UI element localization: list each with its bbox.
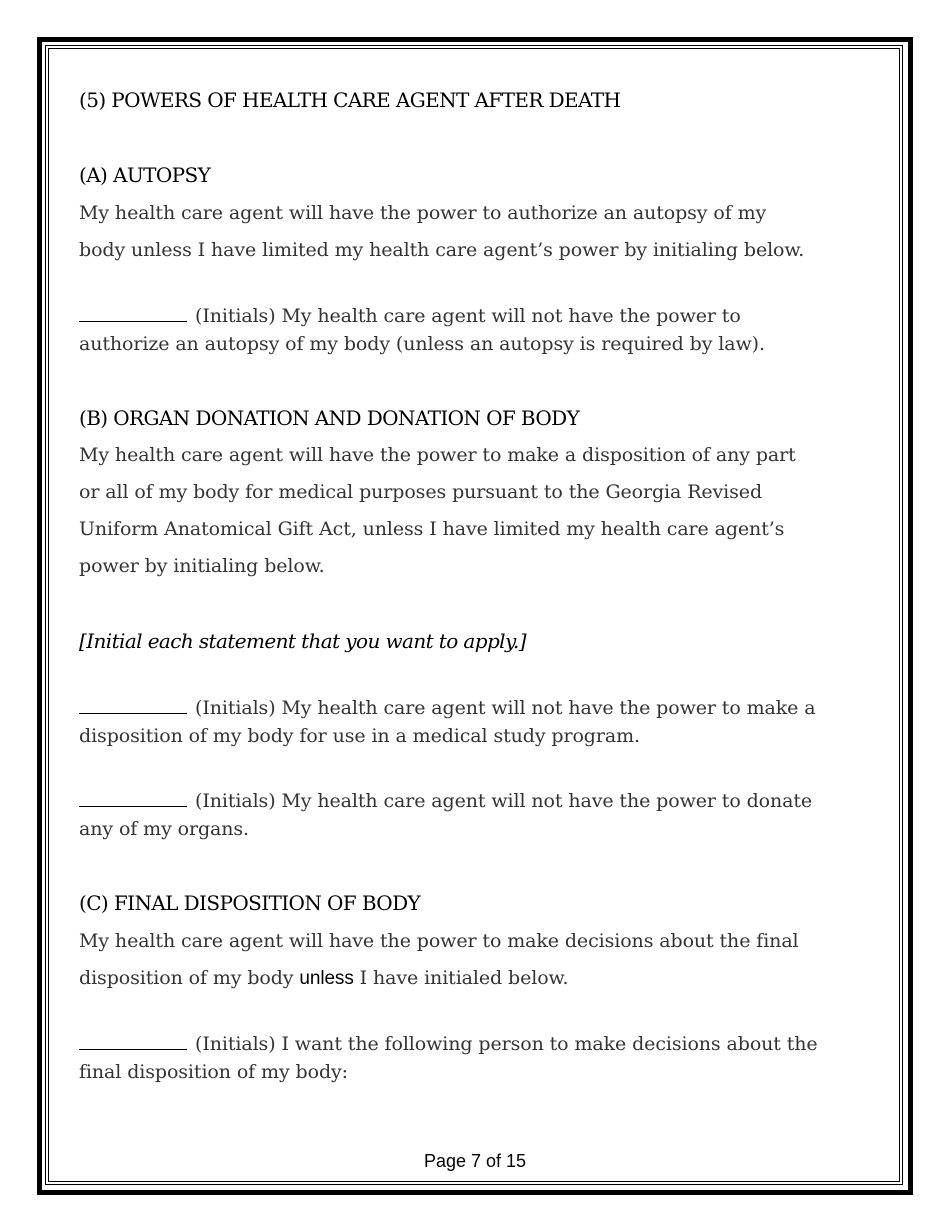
organ-option-2-initials-blank[interactable] (79, 788, 187, 807)
organ-option-1 (79, 694, 874, 750)
final-initial-option (79, 1030, 874, 1086)
organ-option-2 (79, 787, 874, 843)
autopsy-body (79, 195, 874, 269)
organ-body-line-4: power by initialing below. (79, 555, 325, 577)
organ-heading: (B) ORGAN DONATION AND DONATION OF BODY (79, 406, 580, 430)
final-body-line-1: My health care agent will have the power to make decisions about the final (79, 930, 799, 952)
organ-body-line-1: My health care agent will have the power to make a disposition of any part (79, 444, 796, 466)
autopsy-initial-option (79, 302, 874, 358)
organ-option-1-line-1: (Initials) My health care agent will not have the power to make a (195, 697, 816, 719)
autopsy-initial-line-2: authorize an autopsy of my body (unless an autopsy is required by law). (79, 333, 765, 355)
autopsy-body-line-2: body unless I have limited my health care agent’s power by initialing below. (79, 239, 805, 261)
autopsy-initials-blank[interactable] (79, 303, 187, 322)
autopsy-initial-line-1: (Initials) My health care agent will not have the power to (195, 305, 741, 327)
autopsy-heading: (A) AUTOPSY (79, 163, 211, 187)
final-initials-blank[interactable] (79, 1031, 187, 1050)
final-body-line-2-pre: disposition of my body (79, 967, 300, 989)
page-number: Page 7 of 15 (423, 1151, 527, 1171)
final-body-unless: unless (299, 968, 354, 989)
organ-body (79, 437, 874, 585)
organ-option-1-initials-blank[interactable] (79, 695, 187, 714)
initial-instruction: [Initial each statement that you want to apply.] (79, 629, 526, 653)
organ-option-2-line-1: (Initials) My health care agent will not have the power to donate (195, 790, 813, 812)
organ-option-1-line-2: disposition of my body for use in a medical study program. (79, 725, 640, 747)
autopsy-body-line-1: My health care agent will have the power to authorize an autopsy of my (79, 202, 767, 224)
final-disposition-heading: (C) FINAL DISPOSITION OF BODY (79, 891, 421, 915)
organ-option-2-line-2: any of my organs. (79, 818, 249, 840)
final-initial-line-2: final disposition of my body: (79, 1061, 348, 1083)
organ-body-line-3: Uniform Anatomical Gift Act, unless I have limited my health care agent’s (79, 518, 785, 540)
final-initial-line-1: (Initials) I want the following person to make decisions about the (195, 1033, 818, 1055)
organ-body-line-2: or all of my body for medical purposes pursuant to the Georgia Revised (79, 481, 763, 503)
final-body-line-2-post: I have initialed below. (353, 967, 569, 989)
section-5-title: (5) POWERS OF HEALTH CARE AGENT AFTER DEATH (79, 88, 621, 112)
final-disposition-body (79, 923, 874, 997)
final-body-line-2 (79, 960, 874, 997)
